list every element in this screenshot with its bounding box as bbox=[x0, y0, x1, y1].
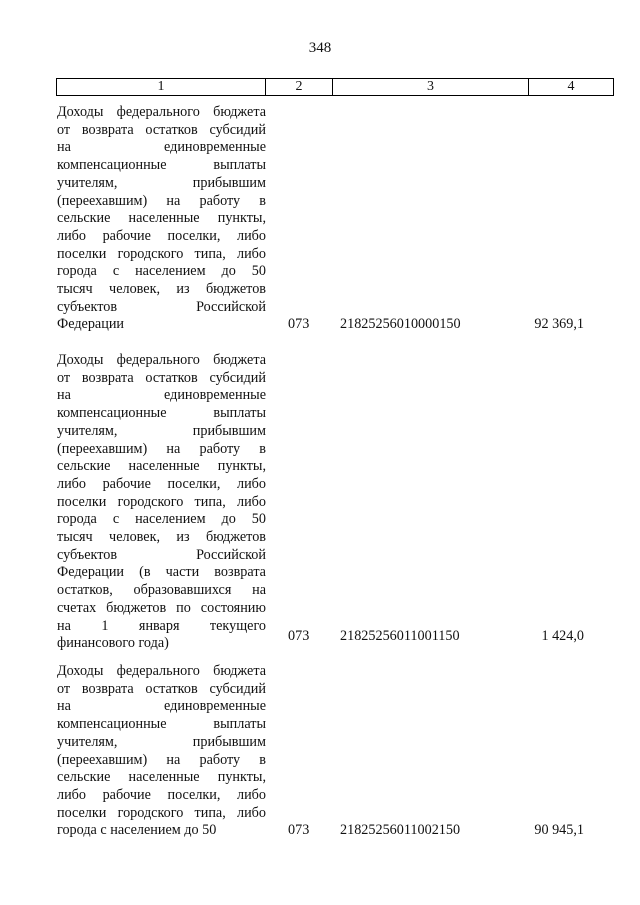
description-line: либо рабочие поселки, либо bbox=[57, 786, 266, 803]
row-kbk-code: 21825256010000150 bbox=[340, 316, 461, 332]
row-kbk-code: 21825256011001150 bbox=[340, 628, 460, 644]
row-amount: 1 424,0 bbox=[541, 628, 584, 644]
column-header-1: 1 bbox=[57, 79, 266, 95]
row-description bbox=[57, 663, 266, 840]
description-line: на 1 января текущего bbox=[57, 617, 266, 634]
description-line: субъектов Российской bbox=[57, 298, 266, 315]
column-header-4: 4 bbox=[567, 79, 575, 94]
description-line: остатков, образовавшихся на bbox=[57, 582, 266, 599]
page-number: 348 bbox=[308, 40, 332, 56]
description-line: либо рабочие поселки, либо bbox=[57, 475, 266, 492]
row-description bbox=[57, 104, 266, 334]
description-line: Федерации bbox=[57, 316, 125, 333]
description-line: поселки городского типа, либо bbox=[57, 245, 266, 262]
description-line: города с населением до 50 bbox=[57, 511, 266, 528]
description-line: тысяч человек, из бюджетов bbox=[57, 281, 266, 298]
description-line: Доходы федерального бюджета bbox=[57, 104, 266, 120]
description-line: субъектов Российской bbox=[57, 546, 266, 563]
description-line: (переехавшим) на работу в bbox=[57, 751, 266, 768]
description-line: учителям, прибывшим bbox=[57, 174, 266, 191]
description-line: поселки городского типа, либо bbox=[57, 493, 266, 510]
row-kbk-code: 21825256011002150 bbox=[340, 822, 461, 838]
row-admin-code: 073 bbox=[288, 316, 310, 332]
row-amount: 92 369,1 bbox=[534, 316, 584, 332]
row-admin-code: 073 bbox=[288, 822, 310, 838]
description-line: сельские населенные пункты, bbox=[57, 769, 266, 786]
row-admin-code: 073 bbox=[288, 628, 310, 644]
row-description bbox=[57, 352, 266, 653]
description-line: поселки городского типа, либо bbox=[57, 804, 266, 821]
description-line: компенсационные выплаты bbox=[57, 716, 266, 733]
description-line: компенсационные выплаты bbox=[57, 405, 266, 422]
description-line: от возврата остатков субсидий bbox=[57, 121, 266, 138]
description-line: учителям, прибывшим bbox=[57, 422, 266, 439]
table-header-row bbox=[56, 78, 614, 96]
description-line: финансового года) bbox=[57, 635, 169, 652]
description-line: учителям, прибывшим bbox=[57, 733, 266, 750]
description-line: Доходы федерального бюджета bbox=[57, 663, 266, 679]
description-line: (переехавшим) на работу в bbox=[57, 192, 266, 209]
description-line: на единовременные bbox=[57, 387, 266, 404]
description-line: счетах бюджетов по состоянию bbox=[57, 599, 266, 616]
description-line: сельские населенные пункты, bbox=[57, 210, 266, 227]
description-line: города с населением до 50 bbox=[57, 822, 217, 839]
description-line: на единовременные bbox=[57, 139, 266, 156]
description-line: от возврата остатков субсидий bbox=[57, 369, 266, 386]
description-line: (переехавшим) на работу в bbox=[57, 440, 266, 457]
column-header-3: 3 bbox=[333, 79, 529, 95]
description-line: Федерации (в части возврата bbox=[57, 564, 266, 581]
column-header-2: 2 bbox=[266, 79, 333, 95]
description-line: тысяч человек, из бюджетов bbox=[57, 529, 266, 546]
row-amount: 90 945,1 bbox=[534, 822, 584, 838]
description-line: либо рабочие поселки, либо bbox=[57, 227, 266, 244]
description-line: от возврата остатков субсидий bbox=[57, 680, 266, 697]
description-line: компенсационные выплаты bbox=[57, 157, 266, 174]
description-line: на единовременные bbox=[57, 698, 266, 715]
description-line: Доходы федерального бюджета bbox=[57, 352, 266, 368]
description-line: города с населением до 50 bbox=[57, 263, 266, 280]
description-line: сельские населенные пункты, bbox=[57, 458, 266, 475]
